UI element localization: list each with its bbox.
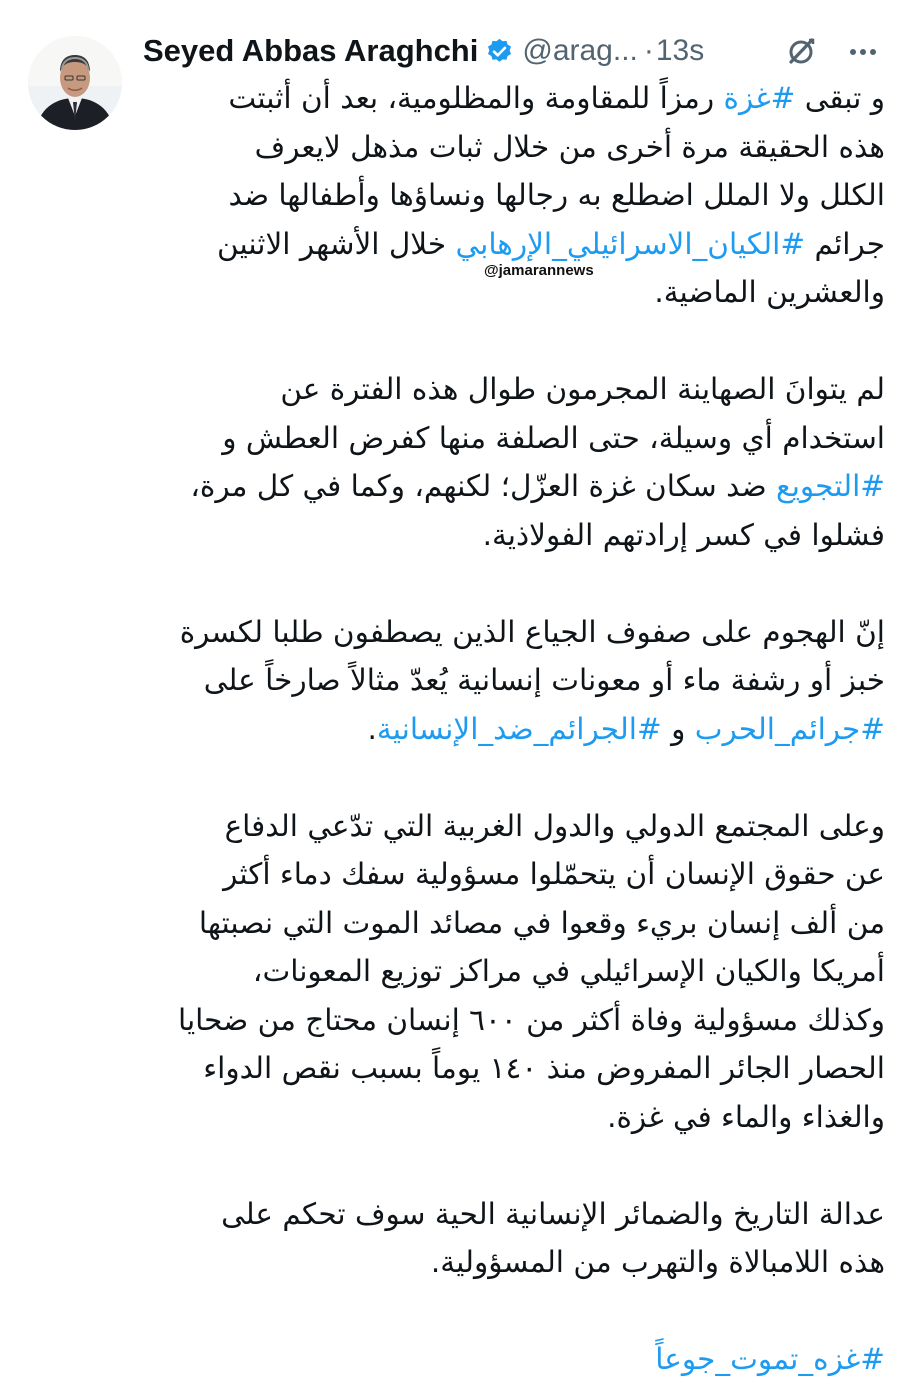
header-separator: · bbox=[643, 34, 654, 67]
text-line bbox=[130, 1335, 885, 1384]
tweet-text bbox=[130, 74, 885, 1384]
tweet-paragraph-5 bbox=[130, 1190, 885, 1287]
text-line: والغذاء والماء في غزة. bbox=[607, 1099, 885, 1134]
text-line: وكذلك مسؤولية وفاة أكثر من ٦٠٠ إنسان محتاج من ضحايا bbox=[177, 1002, 885, 1037]
paragraph-gap bbox=[130, 1287, 885, 1336]
verified-badge-icon bbox=[485, 37, 514, 66]
hashtag-gaza-starving[interactable]: #غزه_تموت_جوعاً bbox=[655, 1342, 885, 1376]
tweet-paragraph-2 bbox=[130, 365, 885, 559]
text-line: والعشرين الماضية. bbox=[654, 275, 885, 309]
tweet-paragraph-1 bbox=[130, 74, 885, 317]
hashtag-israeli-entity[interactable]: #الكيان_الاسرائيلي_الإرهابي bbox=[455, 226, 806, 261]
text-line bbox=[130, 74, 885, 123]
text-run: . bbox=[367, 711, 377, 746]
avatar-photo bbox=[28, 36, 122, 130]
text-line: إنّ الهجوم على صفوف الجياع الذين يصطفون طلبا لكسرة bbox=[179, 614, 885, 649]
more-options-icon[interactable] bbox=[845, 40, 881, 64]
text-run: خلال الأشهر الاثنين bbox=[217, 226, 456, 261]
hashtag-war-crimes[interactable]: #جرائم_الحرب bbox=[694, 711, 885, 746]
text-line: عن حقوق الإنسان أن يتحمّلوا مسؤولية سفك دماء أكثر bbox=[223, 857, 885, 891]
text-run: و bbox=[661, 711, 695, 746]
text-line: من ألف إنسان بريء وقعوا في مصائد الموت التي نصبتها bbox=[198, 905, 885, 940]
paragraph-gap bbox=[130, 753, 885, 802]
text-line: خبز أو رشفة ماء أو معونات إنسانية يُعدّ مثالاً صارخاً على bbox=[203, 663, 885, 697]
author-handle[interactable]: @arag... bbox=[522, 34, 638, 67]
tweet-header bbox=[143, 26, 883, 76]
hashtag-crimes-against-humanity[interactable]: #الجرائم_ضد_الإنسانية bbox=[376, 711, 662, 746]
tweet-paragraph-6 bbox=[130, 1335, 885, 1384]
text-line: فشلوا في كسر إرادتهم الفولاذية. bbox=[482, 517, 885, 552]
text-line: وعلى المجتمع الدولي والدول الغربية التي تدّعي الدفاع bbox=[224, 808, 885, 843]
hashtag-gaza[interactable]: #غزة bbox=[723, 81, 796, 115]
text-line: استخدام أي وسيلة، حتى الصلفة منها كفرض العطش و bbox=[222, 420, 885, 455]
paragraph-gap bbox=[130, 317, 885, 366]
text-line: هذه الحقيقة مرة أخرى من خلال ثبات مذهل لايعرف bbox=[254, 129, 885, 164]
tweet-timestamp[interactable]: 13s bbox=[655, 34, 705, 67]
paragraph-gap bbox=[130, 559, 885, 608]
watermark-jamarannews: @jamarannews bbox=[484, 262, 594, 279]
grok-icon[interactable] bbox=[783, 34, 819, 70]
text-line: لم يتوانَ الصهاينة المجرمون طوال هذه الفترة عن bbox=[280, 372, 885, 406]
paragraph-gap bbox=[130, 1141, 885, 1190]
text-line bbox=[130, 462, 885, 511]
text-run: ضد سكان غزة العزّل؛ لكنهم، وكما في كل مرة، bbox=[190, 469, 776, 503]
tweet-paragraph-4 bbox=[130, 802, 885, 1142]
text-line bbox=[130, 220, 885, 269]
tweet-paragraph-3 bbox=[130, 608, 885, 754]
text-run: جرائم bbox=[805, 226, 885, 261]
hashtag-starvation[interactable]: #التجويع bbox=[776, 469, 885, 503]
text-line: هذه اللامبالاة والتهرب من المسؤولية. bbox=[430, 1245, 885, 1279]
text-line: الحصار الجائر المفروض منذ ١٤٠ يوماً بسبب نقص الدواء bbox=[203, 1051, 885, 1085]
text-line: أمريكا والكيان الإسرائيلي في مراكز توزيع المعونات، bbox=[252, 954, 885, 988]
text-line bbox=[130, 705, 885, 754]
text-run: رمزاً للمقاومة والمظلومية، بعد أن أثبتت bbox=[228, 81, 724, 115]
text-line: الكلل ولا الملل اضطلع به رجالها ونساؤها وأطفالها ضد bbox=[228, 178, 885, 212]
text-line: عدالة التاريخ والضمائر الإنسانية الحية سوف تحكم على bbox=[221, 1196, 885, 1231]
author-name[interactable]: Seyed Abbas Araghchi bbox=[143, 33, 479, 68]
author-avatar[interactable] bbox=[28, 36, 122, 130]
text-run: و تبقى bbox=[795, 81, 885, 115]
